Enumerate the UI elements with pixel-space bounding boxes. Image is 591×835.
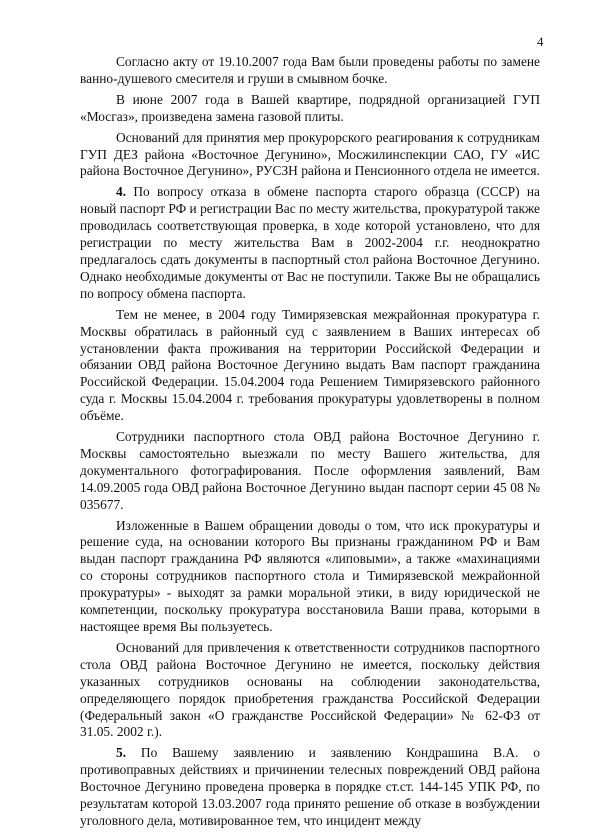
paragraph-text: Оснований для привлечения к ответственности сотрудников паспортного стола ОВД района Восточное Дегунино не имеется, поскольку действия указанных сотрудников основаны на соблюдении законодательства, определяющего порядок приобретения гражданства Российской Федерации (Федеральный закон «О гражданстве Российской Федерации» № 62-ФЗ от 31.05. 2002 г.). xyxy=(80,639,540,740)
paragraph xyxy=(80,745,540,830)
paragraph-text: По вопросу отказа в обмене паспорта старого образца (СССР) на новый паспорт РФ и регистрации Вас по месту жительства, прокуратурой также проводилась соответствующая проверка, в ходе которой установлено, что для регистрации по месту жительства Вам в 2002-2004 г.г. неоднократно предлагалось сдать документы в паспортный стол района Восточное Дегунино. Однако необходимые документы от Вас не поступили. Также Вы не обращались по вопросу обмена паспорта. xyxy=(80,184,540,301)
page-number: 4 xyxy=(537,34,544,49)
paragraph-text: По Вашему заявлению и заявлению Кондрашина В.А. о противоправных действиях и причинении телесных повреждений ОВД района Восточное Дегунино проведена проверка в порядке ст.ст. 144-145 УПК РФ, по результатам которой 13.03.2007 года принято решение об отказе в возбуждении уголовного дела, мотивированное тем, что инцидент между xyxy=(80,745,540,828)
paragraph-text: Тем не менее, в 2004 году Тимирязевская межрайонная прокуратура г. Москвы обратилась в районный суд с заявлением в Ваших интересах об установлении факта проживания на территории Российской Федерации и обязании ОВД района Восточное Дегунино выдать Вам паспорт гражданина Российской Федерации. 15.04.2004 года Решением Тимирязевского районного суда г. Москвы 15.04.2004 г. требования прокуратуры удовлетворены в полном объёме. xyxy=(80,306,540,424)
paragraph xyxy=(80,429,540,514)
paragraph xyxy=(80,92,540,126)
section-number: 4. xyxy=(116,184,127,200)
paragraph-text: Согласно акту от 19.10.2007 года Вам были проведены работы по замене ванно-душевого смесителя и груши в смывном бочке. xyxy=(80,54,540,86)
paragraph-text: Сотрудники паспортного стола ОВД района Восточное Дегунино г. Москвы самостоятельно выезжали по месту Вашего жительства, для документального фотографирования. После оформления заявлений, Вам 14.09.2005 года ОВД района Восточное Дегунино выдан паспорт серии 45 08 № 035677. xyxy=(80,429,540,512)
paragraph xyxy=(80,518,540,636)
section-number: 5. xyxy=(116,745,127,761)
letter-body xyxy=(80,54,540,834)
paragraph xyxy=(80,130,540,181)
paragraph-text: Изложенные в Вашем обращении доводы о том, что иск прокуратуры и решение суда, на основании которого Вы признаны гражданином РФ и Вам выдан паспорт гражданина РФ являются «липовыми», а также «махинациями со стороны сотрудников паспортного стола и Тимирязевской межрайонной прокуратуры» - выходят за рамки моральной этики, в виду юридической не компетенции, поскольку прокуратура восстановила Ваши права, которыми в настоящее время Вы пользуетесь. xyxy=(80,517,540,634)
paragraph xyxy=(80,54,540,88)
paragraph xyxy=(80,307,540,425)
paragraph xyxy=(80,640,540,741)
paragraph-text: В июне 2007 года в Вашей квартире, подрядной организацией ГУП «Мосгаз», произведена замена газовой плиты. xyxy=(80,91,540,124)
paragraph xyxy=(80,184,540,302)
paragraph-text: Оснований для принятия мер прокурорского реагирования к сотрудникам ГУП ДЕЗ района «Восточное Дегунино», Мосжилинспекции САО, ГУ «ИС района Восточное Дегунино», РУСЗН района и Пенсионного отдела не имеется. xyxy=(80,129,540,179)
